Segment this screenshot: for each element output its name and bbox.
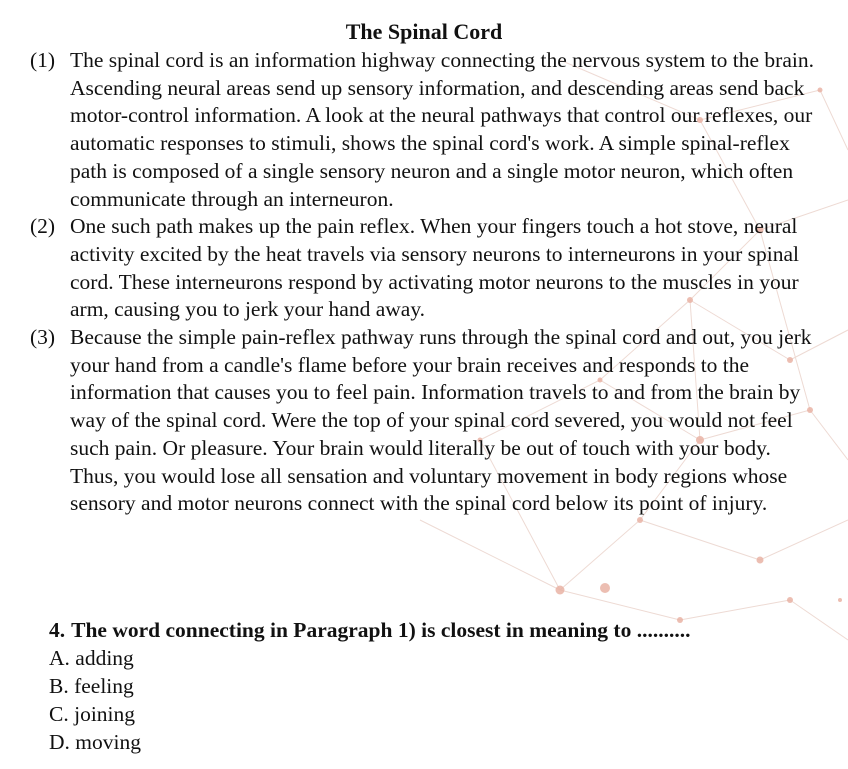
option-letter: A.	[49, 646, 70, 670]
document-title: The Spinal Cord	[345, 19, 503, 44]
paragraph-text: Because the simple pain-reflex pathway runs through the spinal cord and out, you jerk your hand from a candle's flame before your brain receives and responds to the information that causes you to feel pain. Information travels to and from the brain by way of the spinal cord. Were the top of your spinal cord severed, you would not feel such pain. Or pleasure. Your brain would literally be out of touch with your body. Thus, you would lose all sensation and voluntary movement in body regions whose sensory and motor neurons connect with the spinal cord below its point of injury.	[70, 325, 812, 516]
paragraph-1	[30, 47, 820, 213]
question-4	[49, 616, 829, 756]
paragraph-number: (1)	[30, 48, 56, 72]
paragraph-text: The spinal cord is an information highway connecting the nervous system to the brain. Ascending neural areas send up sensory information, and descending areas send back motor-control information. A look at the neural pathways that control our reflexes, our automatic responses to stimuli, shows the spinal cord's work. A simple spinal-reflex path is composed of a single sensory neuron and a single motor neuron, which often communicate through an interneuron.	[70, 48, 814, 211]
option-text: moving	[75, 730, 141, 754]
paragraph-number: (3)	[30, 325, 56, 350]
option-text: feeling	[74, 674, 134, 698]
reading-passage	[30, 47, 820, 518]
option-letter: D.	[49, 730, 70, 754]
paragraph-3	[30, 324, 820, 518]
question-stem	[49, 616, 829, 644]
paragraph-text: One such path makes up the pain reflex. When your fingers touch a hot stove, neural activity excited by the heat travels via sensory neurons to interneurons in your spinal cord. These interneurons respond by activating motor neurons to the muscles in your arm, causing you to jerk your hand away.	[70, 214, 800, 322]
paragraph-number: (2)	[30, 214, 56, 239]
option-text: joining	[74, 702, 136, 726]
option-letter: B.	[49, 674, 69, 698]
option-c[interactable]	[49, 700, 829, 728]
question-number: 4.	[49, 618, 66, 642]
paragraph-2	[30, 213, 820, 324]
option-text: adding	[75, 646, 134, 670]
option-b[interactable]	[49, 672, 829, 700]
question-text: The word connecting in Paragraph 1) is closest in meaning to ..........	[71, 618, 691, 642]
option-a[interactable]	[49, 644, 829, 672]
option-letter: C.	[49, 702, 69, 726]
option-d[interactable]	[49, 728, 829, 756]
